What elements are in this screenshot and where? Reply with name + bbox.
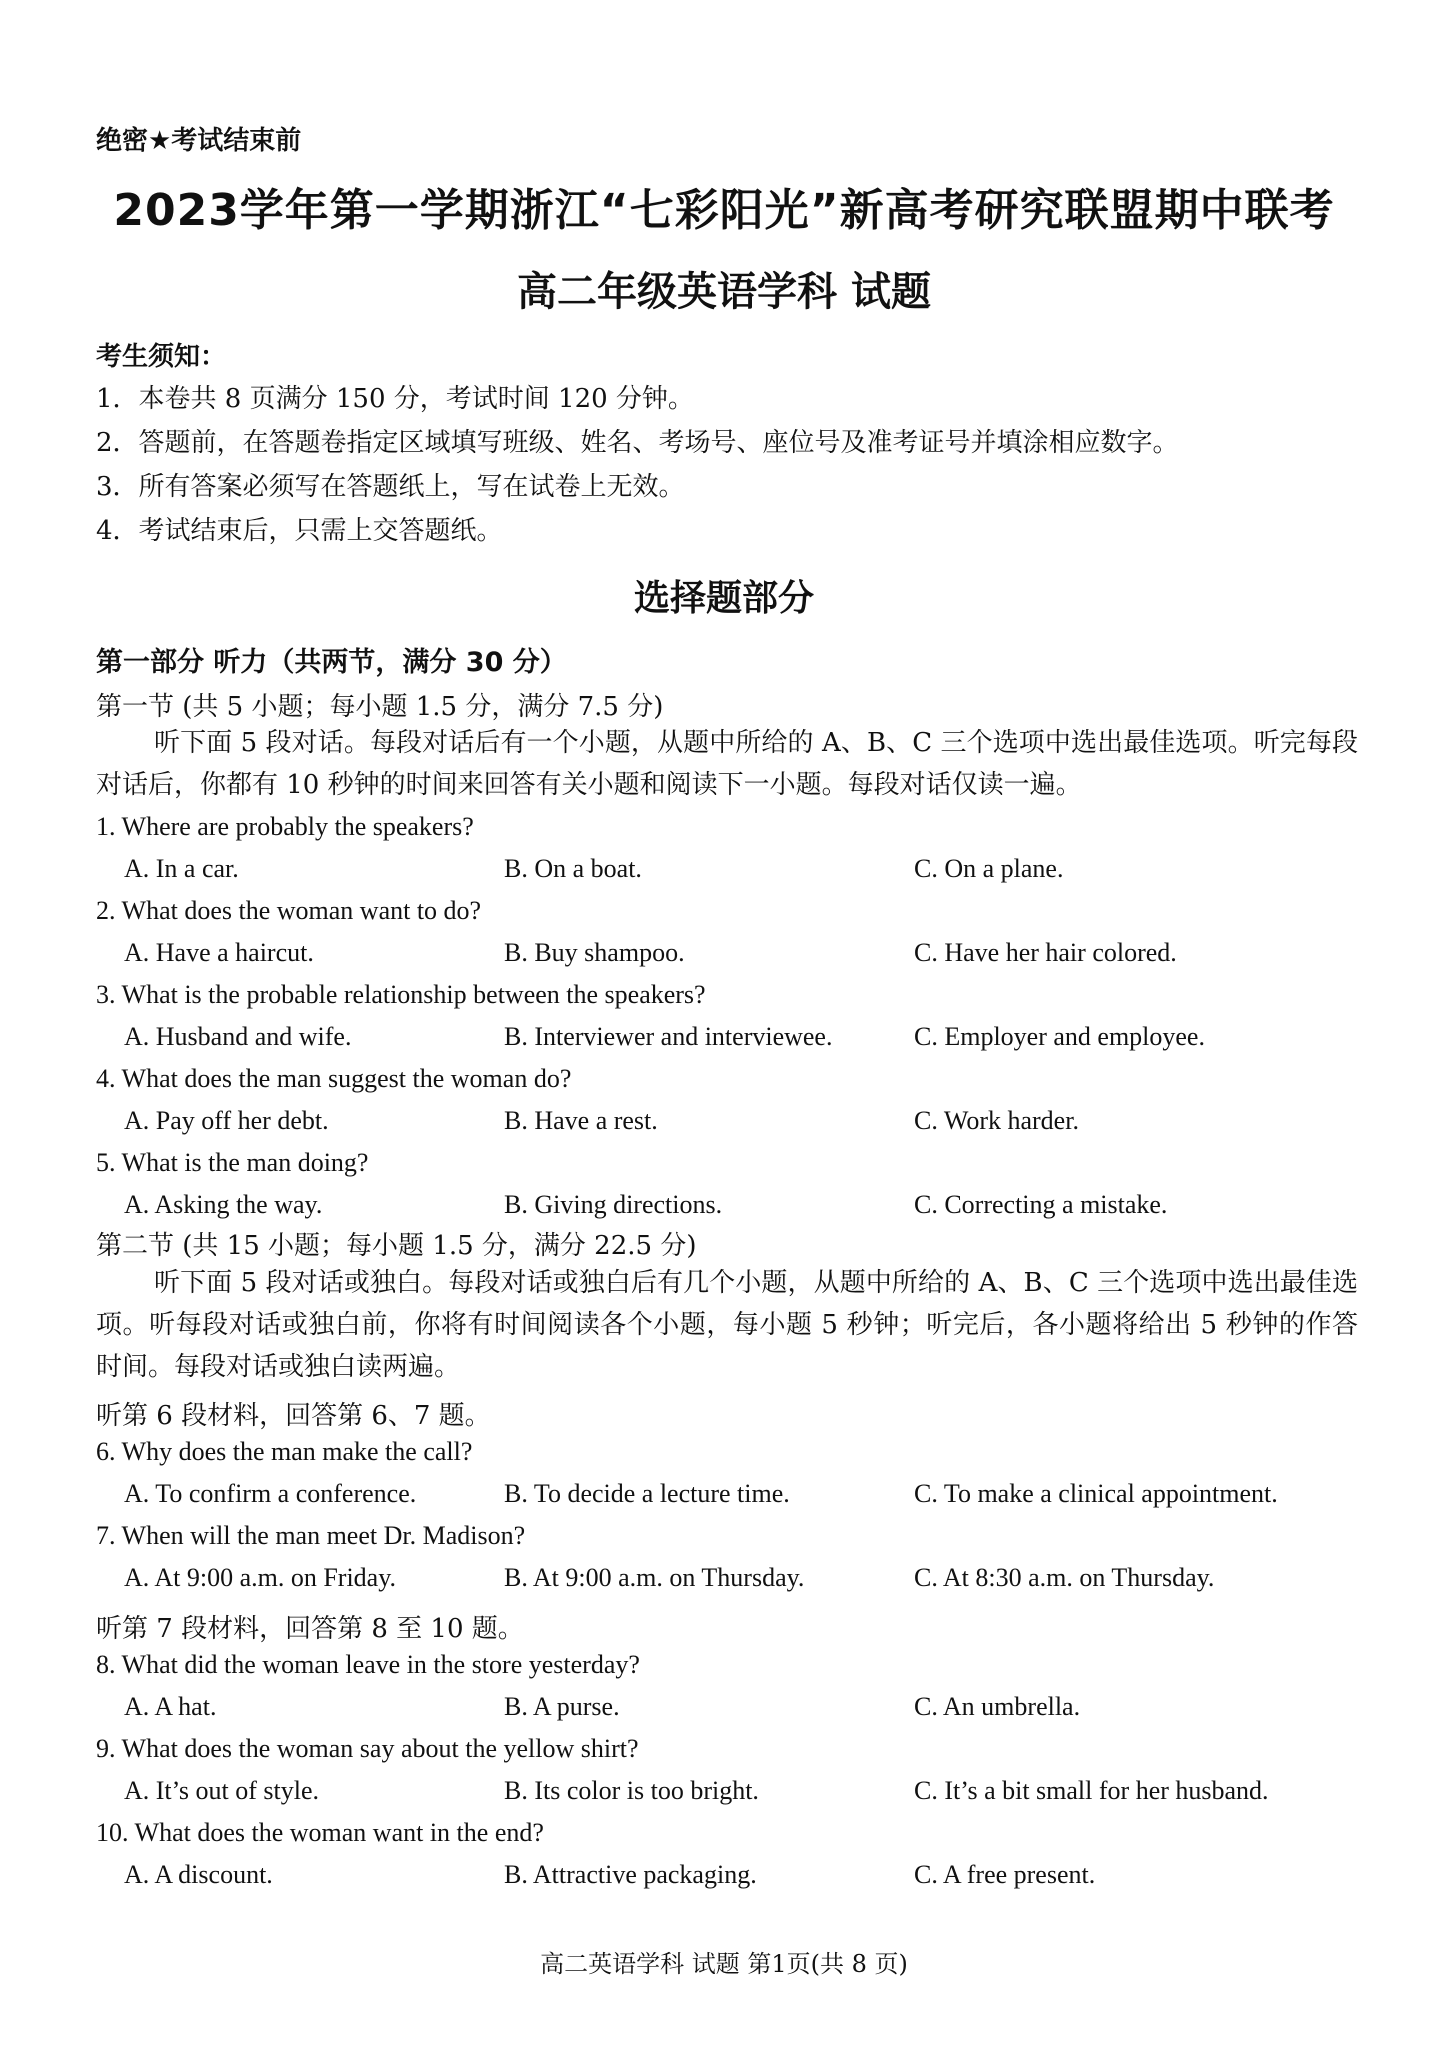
notice-item: 3．所有答案必须写在答题纸上，写在试卷上无效。 <box>96 472 685 502</box>
sec1-instructions: 听下面 5 段对话。每段对话后有一个小题，从题中所给的 A、B、C 三个选项中选出最佳选项。听完每段对话后，你都有 10 秒钟的时间来回答有关小题和阅读下一小题。每段对话仅读一遍。 <box>96 728 1358 800</box>
option-c: C. Work harder. <box>914 1106 1079 1135</box>
option-a: A. A discount. <box>124 1860 273 1889</box>
exam-subtitle: 高二年级英语学科 试题 <box>517 269 931 315</box>
option-a: A. In a car. <box>124 854 239 883</box>
question-stem: 10. What does the woman want in the end? <box>96 1818 544 1847</box>
sec1-heading: 第一节 (共 5 小题；每小题 1.5 分，满分 7.5 分) <box>96 692 664 722</box>
question-stem: 9. What does the woman say about the yellow shirt? <box>96 1734 639 1763</box>
notice-item: 1．本卷共 8 页满分 150 分，考试时间 120 分钟。 <box>96 384 694 414</box>
option-a: A. Pay off her debt. <box>124 1106 329 1135</box>
option-a: A. To confirm a conference. <box>124 1479 417 1508</box>
option-c: C. Employer and employee. <box>914 1022 1205 1051</box>
question-stem: 4. What does the man suggest the woman do? <box>96 1064 572 1093</box>
option-b: B. Its color is too bright. <box>504 1776 759 1805</box>
material7-note: 听第 7 段材料，回答第 8 至 10 题。 <box>96 1614 524 1644</box>
option-a: A. At 9:00 a.m. on Friday. <box>124 1563 397 1592</box>
section-title: 选择题部分 <box>633 578 814 619</box>
question-stem: 7. When will the man meet Dr. Madison? <box>96 1521 526 1550</box>
notice-item: 2．答题前，在答题卷指定区域填写班级、姓名、考场号、座位号及准考证号并填涂相应数字。 <box>96 428 1179 458</box>
option-b: B. Buy shampoo. <box>504 938 685 967</box>
question-stem: 3. What is the probable relationship between the speakers? <box>96 980 706 1009</box>
option-c: C. An umbrella. <box>914 1692 1081 1721</box>
option-a: A. Husband and wife. <box>124 1022 352 1051</box>
option-c: C. At 8:30 a.m. on Thursday. <box>914 1563 1215 1592</box>
option-b: B. Attractive packaging. <box>504 1860 757 1889</box>
material6-note: 听第 6 段材料，回答第 6、7 题。 <box>96 1401 491 1431</box>
option-a: A. Asking the way. <box>124 1190 323 1219</box>
part1-heading: 第一部分 听力（共两节，满分 30 分） <box>96 647 567 678</box>
option-b: B. Interviewer and interviewee. <box>504 1022 833 1051</box>
option-b: B. At 9:00 a.m. on Thursday. <box>504 1563 805 1592</box>
notice-heading: 考生须知： <box>96 342 227 372</box>
option-b: B. On a boat. <box>504 854 642 883</box>
confidential-label: 绝密★考试结束前 <box>96 126 302 156</box>
option-b: B. A purse. <box>504 1692 620 1721</box>
option-b: B. Have a rest. <box>504 1106 658 1135</box>
option-b: B. Giving directions. <box>504 1190 723 1219</box>
exam-title: 2023学年第一学期浙江“七彩阳光”新高考研究联盟期中联考 <box>113 185 1335 236</box>
question-stem: 5. What is the man doing? <box>96 1148 369 1177</box>
question-stem: 2. What does the woman want to do? <box>96 896 482 925</box>
page-footer: 高二英语学科 试题 第1页(共 8 页) <box>540 1950 908 1978</box>
option-b: B. To decide a lecture time. <box>504 1479 790 1508</box>
option-c: C. To make a clinical appointment. <box>914 1479 1278 1508</box>
option-c: C. Have her hair colored. <box>914 938 1177 967</box>
option-c: C. On a plane. <box>914 854 1064 883</box>
sec2-instructions: 听下面 5 段对话或独白。每段对话或独白后有几个小题，从题中所给的 A、B、C 三个选项中选出最佳选项。听每段对话或独白前，你将有时间阅读各个小题，每小题 5 秒钟；听完后，各小题将给出 5 秒钟的作答时间。每段对话或独白读两遍。 <box>96 1268 1358 1382</box>
option-c: C. It’s a bit small for her husband. <box>914 1776 1269 1805</box>
option-c: C. Correcting a mistake. <box>914 1190 1168 1219</box>
sec2-heading: 第二节 (共 15 小题；每小题 1.5 分，满分 22.5 分) <box>96 1231 697 1261</box>
option-c: C. A free present. <box>914 1860 1096 1889</box>
option-a: A. Have a haircut. <box>124 938 314 967</box>
question-stem: 1. Where are probably the speakers? <box>96 812 474 841</box>
question-stem: 8. What did the woman leave in the store yesterday? <box>96 1650 640 1679</box>
option-a: A. It’s out of style. <box>124 1776 319 1805</box>
question-stem: 6. Why does the man make the call? <box>96 1437 473 1466</box>
notice-item: 4．考试结束后，只需上交答题纸。 <box>96 516 503 546</box>
option-a: A. A hat. <box>124 1692 217 1721</box>
